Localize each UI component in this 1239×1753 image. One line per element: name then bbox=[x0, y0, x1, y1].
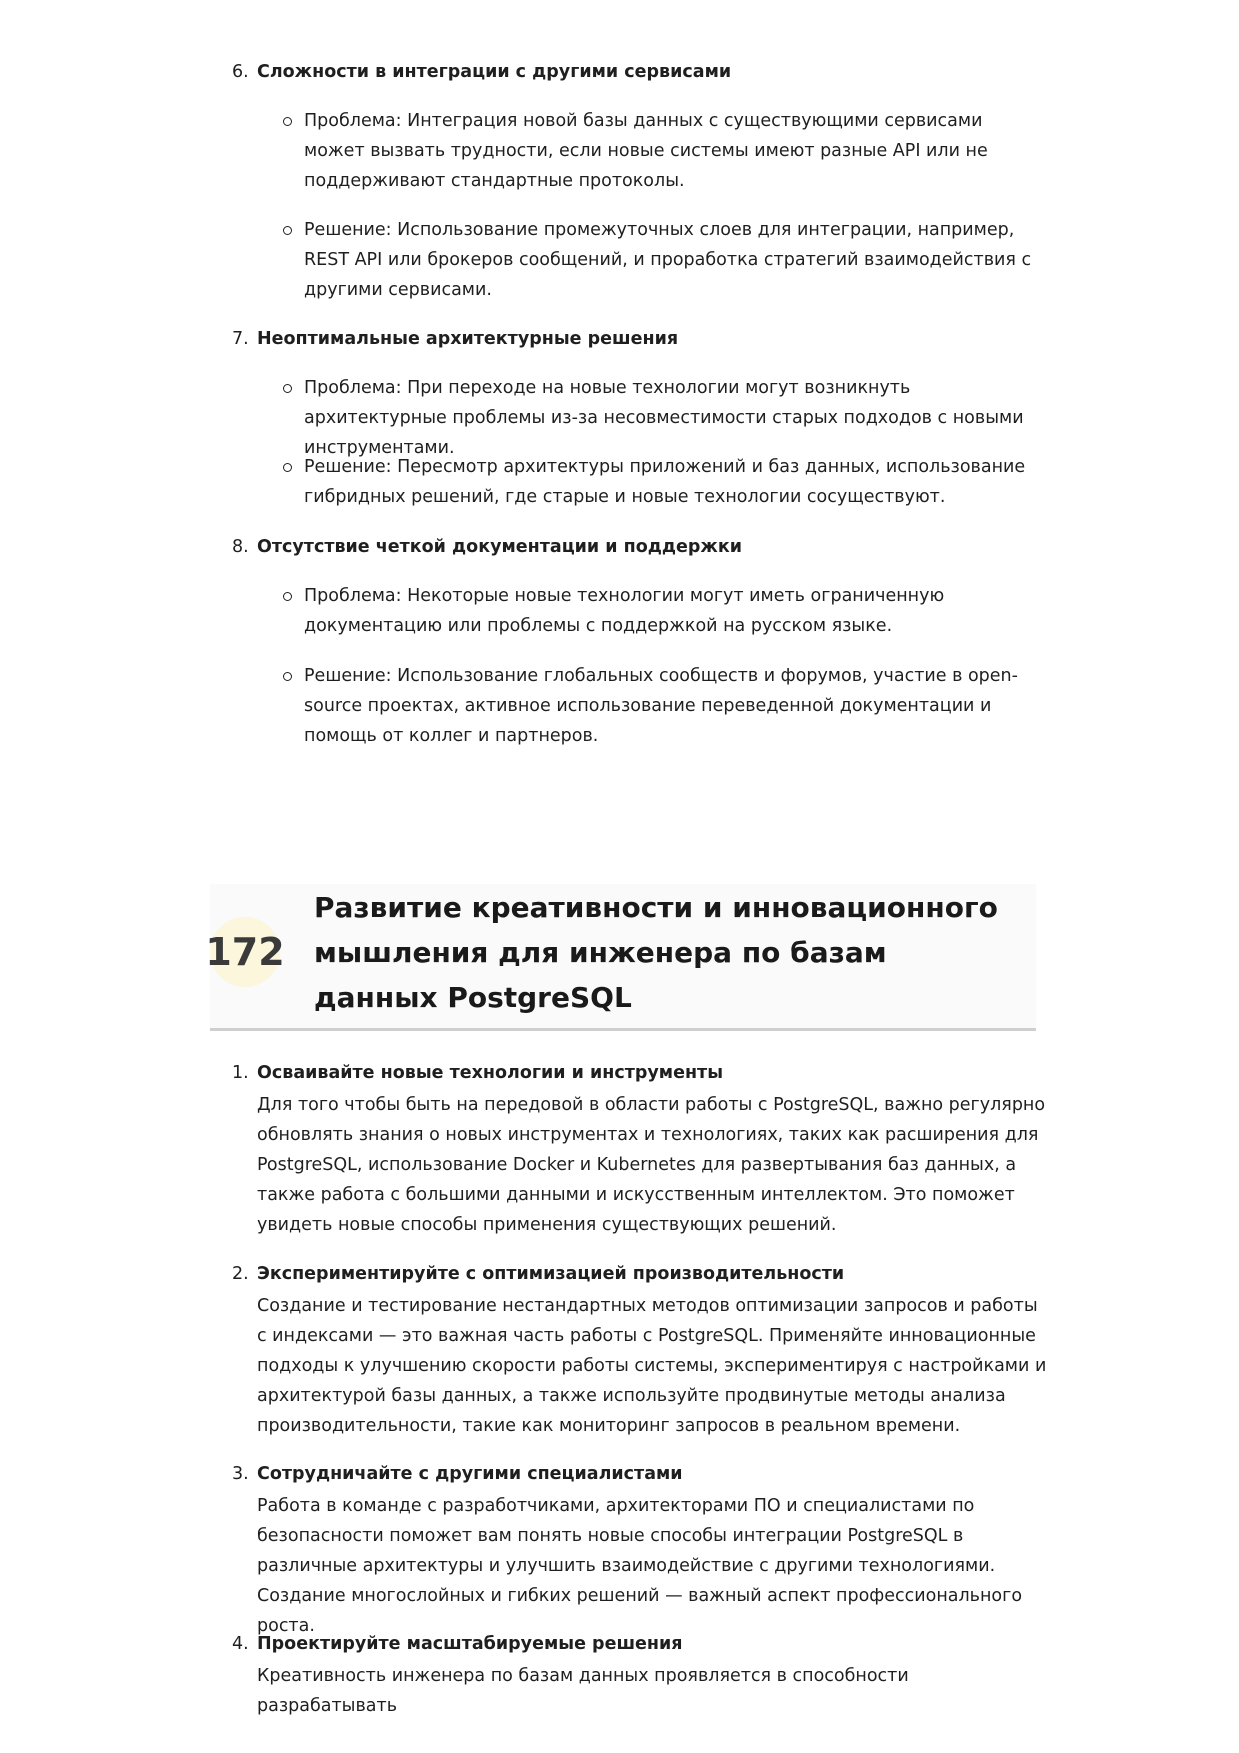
bullet-circle-icon bbox=[283, 226, 292, 235]
list-item-number: 8. bbox=[232, 537, 249, 557]
bullet-text: Проблема: При переходе на новые технологии могут возникнуть архитектурные проблемы из-за несовместимости старых подходов с новыми инструментами. bbox=[304, 378, 1024, 458]
list-item-number: 1. bbox=[232, 1063, 249, 1083]
paragraph: Создание и тестирование нестандартных методов оптимизации запросов и работы с индексами — это важная часть работы с PostgreSQL. Применяйте инновационные подходы к улучшению скорости работы системы, экспериментируя с настройками и архитектурой базы данных, а также используйте продвинутые методы анализа производительности, такие как мониторинг запросов в реальном времени. bbox=[257, 1296, 1047, 1436]
bullet-circle-icon bbox=[283, 672, 292, 681]
bullet-circle-icon bbox=[283, 463, 292, 472]
list-item-title: Неоптимальные архитектурные решения bbox=[257, 329, 679, 349]
section-title: Развитие креативности и инновационного мышления для инженера по базам данных PostgreSQL bbox=[314, 891, 998, 1014]
bullet-text: Решение: Использование промежуточных слоев для интеграции, например, REST API или брокеров сообщений, и проработка стратегий взаимодействия с другими сервисами. bbox=[304, 220, 1032, 300]
bullet-text: Проблема: Интеграция новой базы данных с существующими сервисами может вызвать трудности, если новые системы имеют разные API или не поддерживают стандартные протоколы. bbox=[304, 111, 988, 191]
list-item-number: 3. bbox=[232, 1464, 249, 1484]
list-item-title: Сложности в интеграции с другими сервисами bbox=[257, 62, 732, 82]
bullet-text: Проблема: Некоторые новые технологии могут иметь ограниченную документацию или проблемы с поддержкой на русском языке. bbox=[304, 586, 945, 636]
paragraph: Работа в команде с разработчиками, архитекторами ПО и специалистами по безопасности поможет вам понять новые способы интеграции PostgreSQL в различные архитектуры и улучшить взаимодействие с другими технологиями. Создание многослойных и гибких решений — важный аспект профессионального роста. bbox=[257, 1496, 1023, 1636]
list-item-title: Сотрудничайте с другими специалистами bbox=[257, 1464, 683, 1484]
list-item-number: 6. bbox=[232, 62, 249, 82]
paragraph: Креативность инженера по базам данных проявляется в способности разрабатывать bbox=[257, 1666, 909, 1716]
bullet-text: Решение: Пересмотр архитектуры приложений и баз данных, использование гибридных решений, где старые и новые технологии сосуществуют. bbox=[304, 457, 1026, 507]
list-item-title: Экспериментируйте с оптимизацией производительности bbox=[257, 1264, 845, 1284]
bullet-circle-icon bbox=[283, 592, 292, 601]
section-number-badge: 172 bbox=[210, 917, 280, 987]
list-item-title: Проектируйте масштабируемые решения bbox=[257, 1634, 683, 1654]
list-item-title: Осваивайте новые технологии и инструменты bbox=[257, 1063, 724, 1083]
bullet-circle-icon bbox=[283, 117, 292, 126]
list-item-number: 7. bbox=[232, 329, 249, 349]
bullet-text: Решение: Использование глобальных сообществ и форумов, участие в open-source проектах, активное использование переведенной документации и помощь от коллег и партнеров. bbox=[304, 666, 1018, 746]
list-item-number: 2. bbox=[232, 1264, 249, 1284]
bullet-circle-icon bbox=[283, 384, 292, 393]
list-item-title: Отсутствие четкой документации и поддержки bbox=[257, 537, 742, 557]
list-item-number: 4. bbox=[232, 1634, 249, 1654]
paragraph: Для того чтобы быть на передовой в области работы с PostgreSQL, важно регулярно обновлять знания о новых инструментах и технологиях, таких как расширения для PostgreSQL, использование Docker и Kubernetes для развертывания баз данных, а также работа с большими данными и искусственным интеллектом. Это поможет увидеть новые способы применения существующих решений. bbox=[257, 1095, 1046, 1235]
